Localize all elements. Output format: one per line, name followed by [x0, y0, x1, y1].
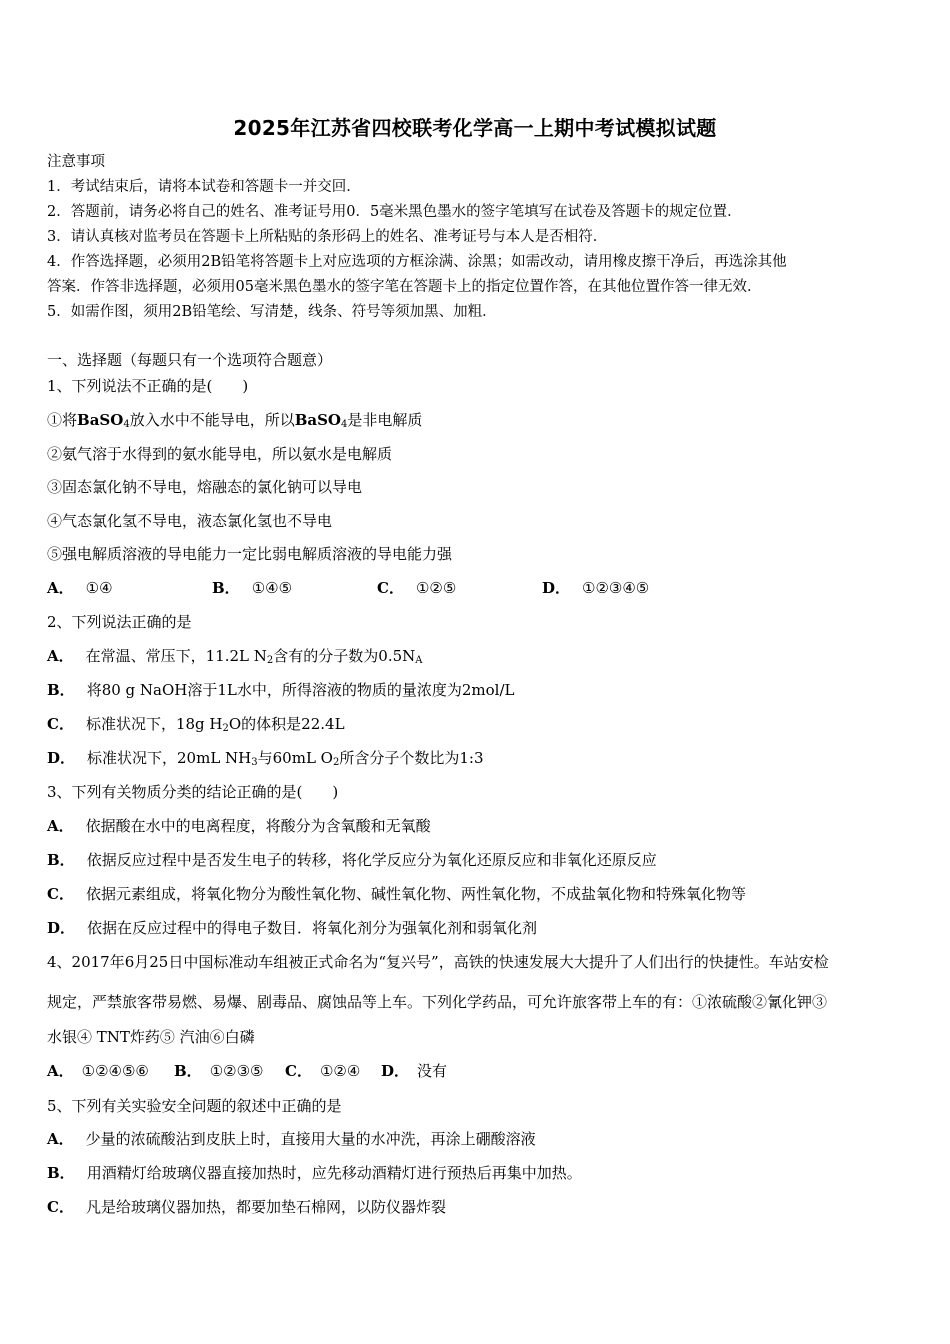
section-heading: 一、选择题（每题只有一个选项符合题意）	[47, 351, 333, 369]
q5-option-b[interactable]: B． 用酒精灯给玻璃仪器直接加热时，应先移动酒精灯进行预热后再集中加热。	[47, 1164, 582, 1182]
q1-statement-3: ③固态氯化钠不导电，熔融态的氯化钠可以导电	[47, 478, 363, 496]
question-1-stem: 1、下列说法不正确的是( )	[47, 377, 249, 395]
q1-statement-2: ②氨气溶于水得到的氨水能导电，所以氨水是电解质	[47, 445, 393, 463]
q1-statement-1: ①将BaSO$_4$放入水中不能导电，所以BaSO$_4$是非电解质	[47, 411, 423, 430]
q2-option-a[interactable]: A． 在常温、常压下，11.2L $N_2$含有的分子数为$0.5N_A$	[47, 647, 423, 666]
q5-option-a[interactable]: A． 少量的浓硫酸沾到皮肤上时，直接用大量的水冲洗，再涂上硼酸溶液	[47, 1130, 536, 1148]
question-4-line-2: 规定，严禁旅客带易燃、易爆、剧毒品、腐蚀品等上车。下列化学药品，可允许旅客带上车的有：①浓硫酸②氰化钾③	[47, 993, 828, 1011]
q3-option-d[interactable]: D． 依据在反应过程中的得电子数目．将氧化剂分为强氧化剂和弱氧化剂	[47, 919, 538, 937]
q4-option-d[interactable]: D． 没有	[381, 1062, 448, 1080]
q4-option-b[interactable]: B． ①②③⑤	[174, 1062, 264, 1080]
q1-option-c[interactable]: C． ①②⑤	[377, 579, 457, 597]
notice-item: 3．请认真核对监考员在答题卡上所粘贴的条形码上的姓名、准考证号与本人是否相符．	[47, 229, 608, 245]
q3-option-a[interactable]: A． 依据酸在水中的电离程度，将酸分为含氧酸和无氧酸	[47, 817, 431, 835]
q1-statement-5: ⑤强电解质溶液的导电能力一定比弱电解质溶液的导电能力强	[47, 545, 453, 563]
notice-item: 5．如需作图，须用2B铅笔绘、写清楚，线条、符号等须加黑、加粗．	[47, 304, 497, 320]
question-3-stem: 3、下列有关物质分类的结论正确的是( )	[47, 783, 339, 801]
notice-item: 2．答题前，请务必将自己的姓名、准考证号用0．5毫米黑色墨水的签字笔填写在试卷及答题卡的规定位置．	[47, 204, 742, 220]
q2-option-b[interactable]: B． 将80 g NaOH溶于1L水中，所得溶液的物质的量浓度为2mol/L	[47, 681, 515, 699]
notice-item: 1．考试结束后，请将本试卷和答题卡一并交回．	[47, 179, 361, 195]
q1-option-d[interactable]: D． ①②③④⑤	[542, 579, 650, 597]
question-4-line-1: 4、2017年6月25日中国标准动车组被正式命名为“复兴号”，高铁的快速发展大大提升了人们出行的快捷性。车站安检	[47, 953, 829, 971]
page-title: 2025年江苏省四校联考化学高一上期中考试模拟试题	[233, 116, 717, 140]
q4-option-c[interactable]: C． ①②④	[285, 1062, 361, 1080]
q4-option-a[interactable]: A． ①②④⑤⑥	[47, 1062, 149, 1080]
q3-option-c[interactable]: C． 依据元素组成，将氧化物分为酸性氧化物、碱性氧化物、两性氧化物，不成盐氧化物和特殊氧化物等	[47, 885, 746, 903]
q1-statement-4: ④气态氯化氢不导电，液态氯化氢也不导电	[47, 512, 333, 530]
question-5-stem: 5、下列有关实验安全问题的叙述中正确的是	[47, 1097, 342, 1115]
q3-option-b[interactable]: B． 依据反应过程中是否发生电子的转移，将化学反应分为氧化还原反应和非氧化还原反应	[47, 851, 657, 869]
question-2-stem: 2、下列说法正确的是	[47, 613, 192, 631]
q2-option-d[interactable]: D． 标准状况下，20mL $NH_3$与60mL $O_2$所含分子个数比为1:3	[47, 749, 484, 768]
notice-item: 答案．作答非选择题，必须用05毫米黑色墨水的签字笔在答题卡上的指定位置作答，在其他位置作答一律无效．	[47, 279, 762, 295]
question-4-line-3: 水银④ TNT炸药⑤ 汽油⑥白磷	[47, 1028, 255, 1046]
notice-item: 4．作答选择题，必须用2B铅笔将答题卡上对应选项的方框涂满、涂黑；如需改动，请用橡皮擦干净后，再选涂其他	[47, 254, 787, 270]
q1-option-a[interactable]: A． ①④	[47, 579, 113, 597]
q2-option-c[interactable]: C． 标准状况下，18g $H_2O$的体积是22.4L	[47, 715, 345, 734]
q1-option-b[interactable]: B． ①④⑤	[212, 579, 293, 597]
notice-heading: 注意事项	[47, 154, 105, 170]
q5-option-c[interactable]: C． 凡是给玻璃仪器加热，都要加垫石棉网，以防仪器炸裂	[47, 1198, 446, 1216]
